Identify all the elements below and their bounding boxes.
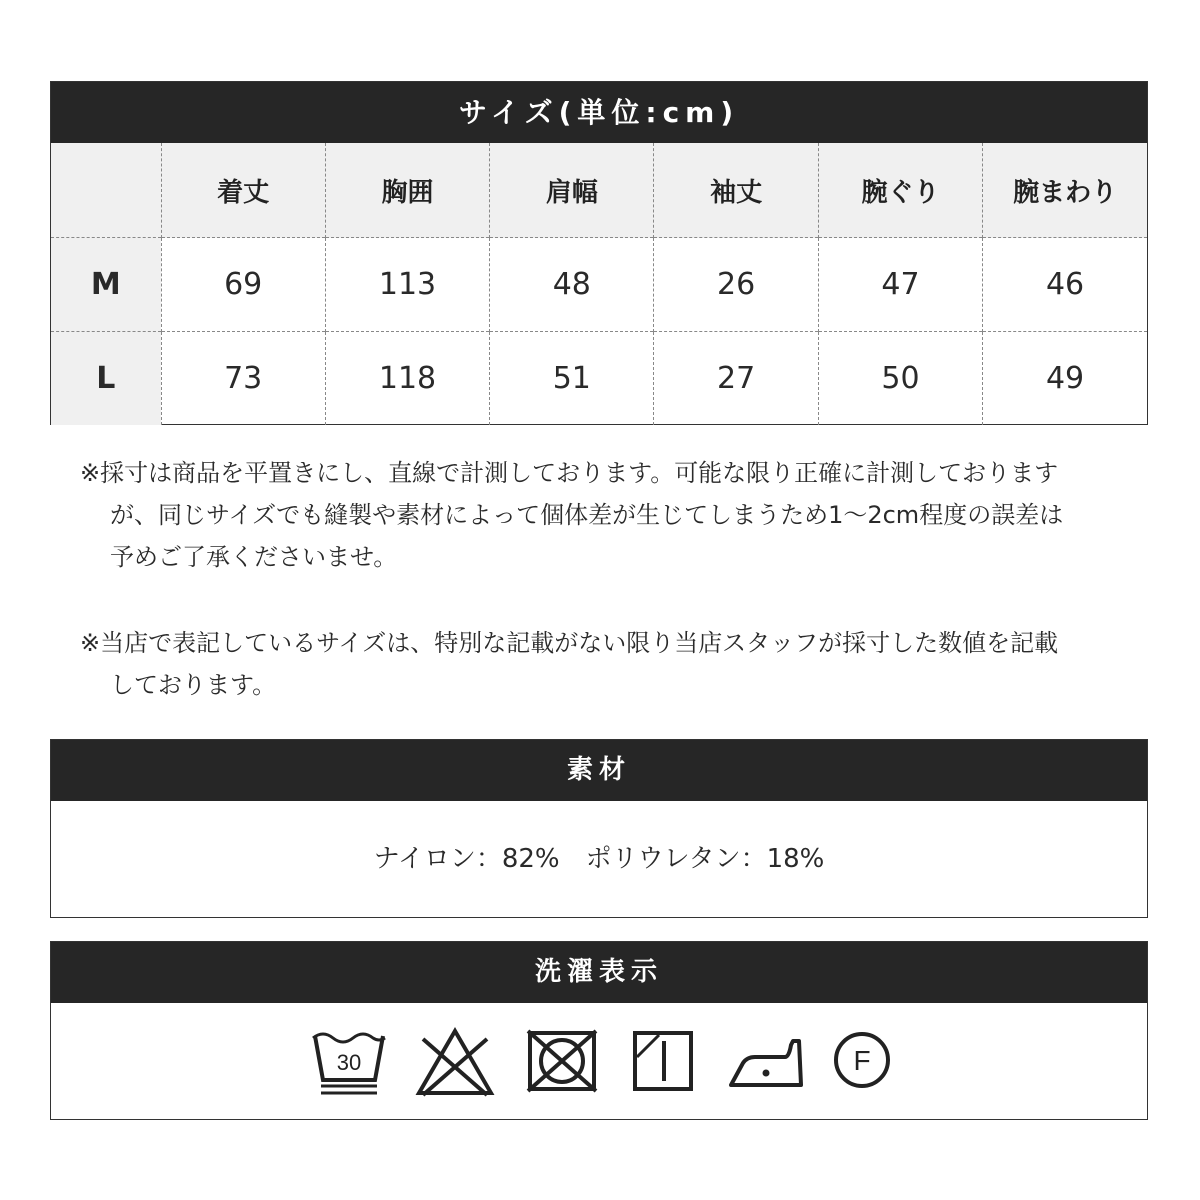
line-dry-icon: [631, 1027, 695, 1095]
column-header-sleeve: 袖丈: [654, 143, 818, 238]
size-section: [50, 81, 1148, 425]
column-header-shoulder: 肩幅: [490, 143, 654, 238]
table-cell: 50: [818, 332, 982, 426]
material-section: [50, 739, 1148, 918]
row-label-size: L: [51, 332, 161, 426]
table-cell: 73: [161, 332, 325, 426]
measurement-note-text: ※採寸は商品を平置きにし、直線で計測しております。可能な限り正確に計測しておりますが、同じサイズでも縫製や素材によって個体差が生じてしまうため1〜2cm程度の誤差は予めご了承くださいませ。: [80, 459, 1064, 571]
table-cell: 69: [161, 238, 325, 332]
table-cell: 27: [654, 332, 818, 426]
care-icons-row: [51, 1003, 1147, 1119]
no-tumble-dry-icon: [524, 1027, 600, 1095]
size-notation-note: [80, 622, 1080, 706]
table-row: [51, 332, 1147, 426]
no-bleach-icon: [415, 1025, 495, 1097]
care-section-title: 洗濯表示: [51, 942, 1147, 1003]
size-table: [51, 143, 1147, 425]
column-header-chest: 胸囲: [325, 143, 489, 238]
column-header-armhole: 腕ぐり: [818, 143, 982, 238]
table-row: [51, 238, 1147, 332]
table-cell: 48: [490, 238, 654, 332]
table-cell: 113: [325, 238, 489, 332]
table-cell: 49: [983, 332, 1147, 426]
care-section: [50, 941, 1148, 1120]
material-section-title: 素材: [51, 740, 1147, 801]
table-cell: 26: [654, 238, 818, 332]
column-header-arm-circumference: 腕まわり: [983, 143, 1147, 238]
size-table-corner-cell: [51, 143, 161, 238]
iron-low-icon: [727, 1033, 805, 1093]
wash-30-icon: [309, 1028, 389, 1098]
table-cell: 118: [325, 332, 489, 426]
row-label-size: M: [51, 238, 161, 332]
dry-clean-label: F: [853, 1045, 871, 1076]
table-cell: 47: [818, 238, 982, 332]
size-table-header-row: [51, 143, 1147, 238]
table-cell: 46: [983, 238, 1147, 332]
size-notation-note-text: ※当店で表記しているサイズは、特別な記載がない限り当店スタッフが採寸した数値を記載しております。: [80, 629, 1059, 699]
table-cell: 51: [490, 332, 654, 426]
measurement-note: [80, 452, 1080, 578]
column-header-length: 着丈: [161, 143, 325, 238]
material-composition: ナイロン：82% ポリウレタン：18%: [373, 844, 825, 874]
wash-temperature-label: 30: [336, 1050, 362, 1075]
dry-clean-f-icon: [831, 1029, 893, 1091]
size-section-title: サイズ(単位:cm): [51, 82, 1147, 143]
